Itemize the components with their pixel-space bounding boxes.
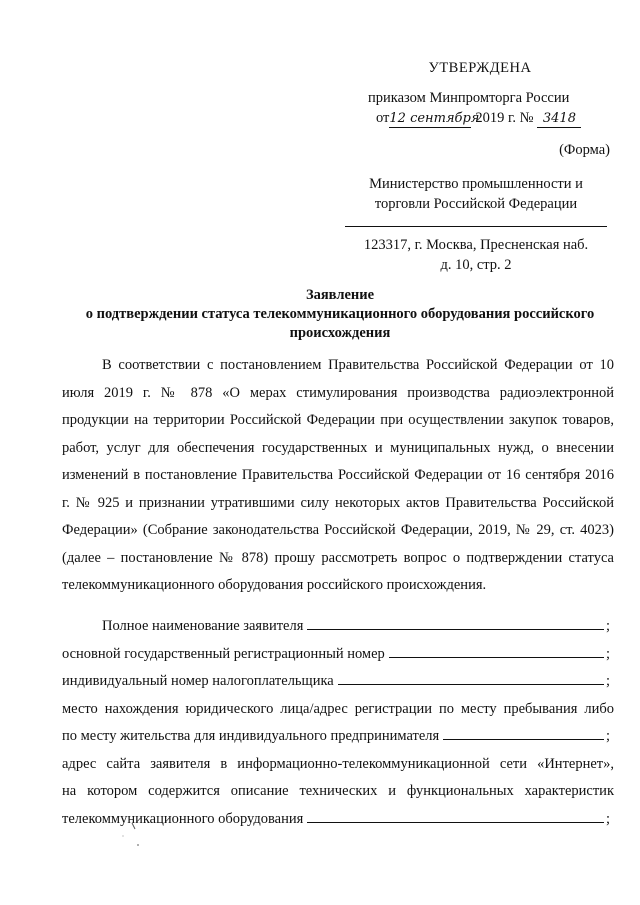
- approval-stamp: [360, 58, 590, 128]
- form-label: (Форма): [559, 142, 610, 158]
- field-full-name-label: Полное наименование заявителя: [102, 618, 304, 634]
- recipient-address-1: 123317, г. Москва, Пресненская наб.: [363, 237, 589, 253]
- field-location-label: по месту жительства для индивидуального предпринимателя: [62, 728, 440, 744]
- title-line-2: о подтверждении статуса телекоммуникационного оборудования российского: [85, 306, 595, 322]
- order-dateline: [360, 108, 590, 128]
- field-full-name: [62, 613, 614, 641]
- applicant-fields: [62, 613, 614, 833]
- recipient-block: [345, 174, 607, 275]
- body-paragraph: В соответствии с постановлением Правительства Российской Федерации от 10 июля 2019 г. № 878 «О мерах стимулирования производства радиоэлектронной продукции на территории Российской Федерации при осуществлении закупок товаров, работ, услуг для обеспечения государственных и муниципальных нужд, о внесении изменений в постановление Правительства Российской Федерации от 16 сентября 2016 г. № 925 и признании утратившими силу некоторых актов Правительства Российской Федерации» (Собрание законодательства Российской Федерации, 2019, № 29, ст. 4023) (далее – постановление № 878) прошу рассмотреть вопрос о подтверждении статуса телекоммуникационного оборудования российского происхождения.: [62, 357, 614, 593]
- field-website-line-1: адрес сайта заявителя в информационно-телекоммуникационной сети «Интернет»,: [62, 755, 614, 772]
- approved-heading: УТВЕРЖДЕНА: [428, 60, 532, 76]
- field-inn: [62, 668, 614, 696]
- field-full-name-blank[interactable]: [307, 615, 604, 630]
- field-location: [62, 723, 614, 751]
- field-website-line-2: на котором содержится описание технических и функциональных характеристик: [62, 783, 614, 799]
- title-line-1: Заявление: [305, 287, 375, 303]
- field-ogrn-label: основной государственный регистрационный номер: [62, 645, 385, 662]
- field-terminator: ;: [606, 728, 611, 744]
- field-inn-label: индивидуальный номер налогоплательщика: [62, 673, 334, 689]
- year-text: 2019 г. №: [475, 110, 534, 126]
- field-terminator: ;: [606, 673, 611, 689]
- field-website-blank[interactable]: [307, 808, 604, 823]
- order-reference: приказом Минпромторга России: [368, 90, 570, 106]
- field-website-label: телекоммуникационного оборудования: [62, 810, 304, 827]
- field-terminator: ;: [606, 810, 611, 827]
- field-location-blank[interactable]: [443, 725, 604, 740]
- field-ogrn: [62, 641, 614, 669]
- recipient-address-2: д. 10, стр. 2: [440, 257, 512, 273]
- body-text: [62, 352, 614, 600]
- field-ogrn-blank[interactable]: [389, 643, 604, 658]
- recipient-line-2: торговли Российской Федерации: [374, 196, 578, 212]
- document-title: [60, 286, 620, 343]
- field-location-line-1: место нахождения юридического лица/адрес регистрации по месту пребывания либо: [62, 700, 614, 717]
- field-inn-blank[interactable]: [338, 670, 604, 685]
- field-terminator: ;: [606, 645, 611, 662]
- handwritten-number: 3418: [537, 111, 581, 128]
- title-line-3: происхождения: [289, 325, 391, 341]
- handwritten-date: 12 сентября: [389, 111, 480, 126]
- scan-speck-marks: [118, 820, 158, 860]
- recipient-line-1: Министерство промышленности и: [369, 176, 583, 192]
- field-terminator: ;: [606, 618, 611, 634]
- recipient-divider: [345, 214, 607, 227]
- date-prefix: от: [376, 110, 390, 126]
